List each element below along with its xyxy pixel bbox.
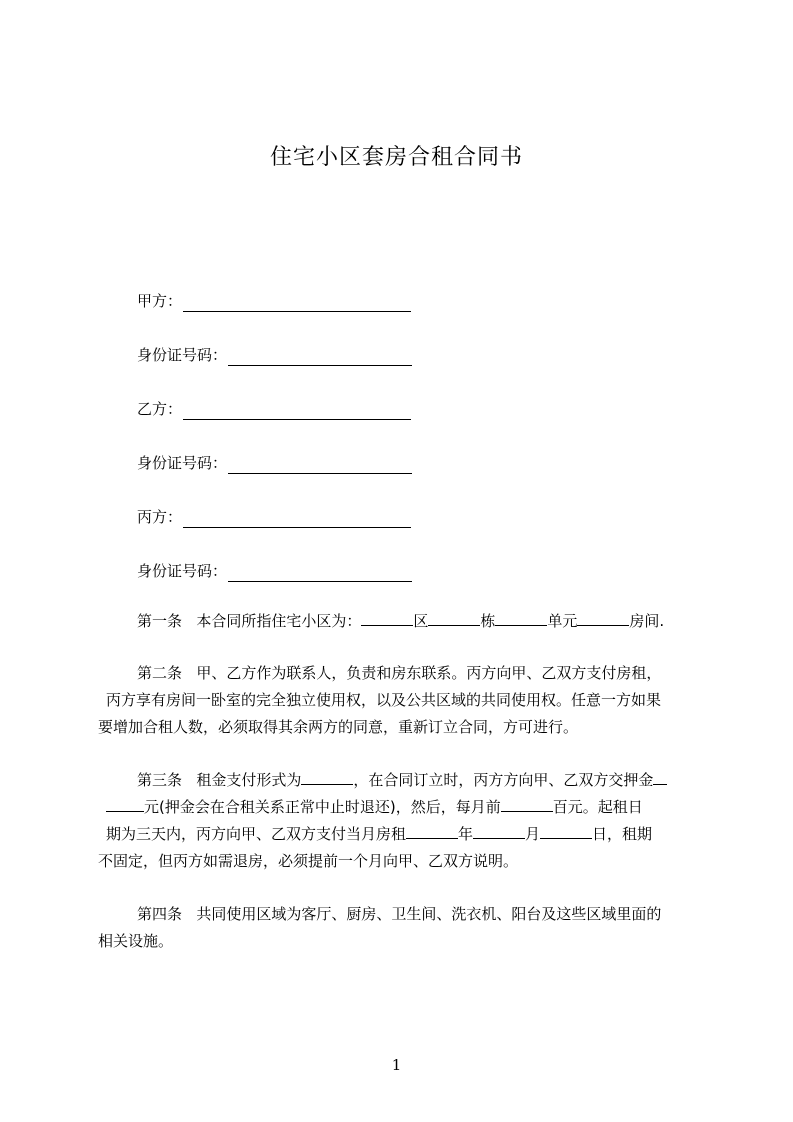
party-a-id-label: 身份证号码： (137, 346, 228, 364)
article-2-text-1: 甲、乙方作为联系人，负责和房东联系。丙方向甲、乙双方支付房租， (196, 664, 662, 682)
article-2-line-2: 丙方享有房间一卧室的完全独立使用权，以及公共区域的共同使用权。任意一方如果 (106, 691, 662, 709)
party-a-label: 甲方： (137, 292, 183, 310)
room-blank[interactable] (577, 611, 629, 626)
article-3-text-1a: 租金支付形式为 (196, 771, 302, 789)
payment-form-blank[interactable] (301, 770, 353, 785)
entrance-unit: 单元 (547, 612, 578, 630)
day-blank[interactable] (540, 824, 592, 839)
day-unit: 日，租期 (592, 825, 653, 843)
year-blank[interactable] (406, 824, 458, 839)
monthly-blank[interactable] (501, 797, 553, 812)
building-blank[interactable] (428, 611, 480, 626)
article-4 (98, 901, 702, 955)
article-4-heading: 第四条 (137, 905, 183, 923)
deposit-blank-start[interactable] (653, 770, 667, 785)
article-1-heading: 第一条 (137, 612, 183, 630)
party-c-label: 丙方： (137, 508, 183, 526)
party-a-id-blank[interactable] (228, 351, 412, 366)
article-3-text-3a: 期为三天内，丙方向甲、乙双方支付当月房租 (106, 825, 407, 843)
party-a-id-field (137, 344, 412, 366)
room-unit: 房间. (629, 612, 665, 630)
article-3-line-4: 不固定，但丙方如需退房，必须提前一个月向甲、乙双方说明。 (98, 852, 519, 870)
article-3-line-3 (98, 821, 702, 848)
article-3 (98, 767, 702, 875)
party-c-id-field (137, 560, 412, 582)
article-4-line-1 (98, 901, 702, 928)
party-b-label: 乙方： (137, 400, 183, 418)
party-c-blank[interactable] (183, 513, 411, 528)
article-3-line-1 (98, 767, 702, 794)
month-unit: 月 (525, 825, 541, 843)
article-1-text: 本合同所指住宅小区为： (196, 612, 362, 630)
article-2-line-3: 要增加合租人数，必须取得其余两方的同意，重新订立合同，方可进行。 (98, 718, 579, 736)
article-2 (98, 660, 702, 741)
page-number: 1 (391, 1056, 402, 1074)
party-a-field (137, 290, 411, 312)
article-1-line (137, 608, 707, 635)
district-blank[interactable] (361, 611, 413, 626)
entrance-blank[interactable] (495, 611, 547, 626)
party-b-id-label: 身份证号码： (137, 454, 228, 472)
article-3-heading: 第三条 (137, 771, 183, 789)
district-unit: 区 (413, 612, 429, 630)
year-unit: 年 (458, 825, 474, 843)
article-2-line-1 (98, 660, 702, 687)
building-unit: 栋 (480, 612, 496, 630)
party-b-blank[interactable] (183, 405, 411, 420)
document-title: 住宅小区套房合租合同书 (269, 145, 523, 170)
article-3-text-2b: 百元。起租日 (552, 798, 643, 816)
article-1 (137, 608, 707, 635)
deposit-blank[interactable] (106, 797, 144, 812)
party-c-id-blank[interactable] (228, 567, 412, 582)
party-b-id-blank[interactable] (228, 459, 412, 474)
article-4-text-1: 共同使用区域为客厅、厨房、卫生间、洗衣机、阳台及这些区域里面的 (196, 905, 662, 923)
party-c-field (137, 506, 411, 528)
party-b-field (137, 398, 411, 420)
article-3-line-2 (98, 794, 702, 821)
article-2-heading: 第二条 (137, 664, 183, 682)
article-4-line-2: 相关设施。 (98, 932, 174, 950)
party-a-blank[interactable] (183, 297, 411, 312)
party-c-id-label: 身份证号码： (137, 562, 228, 580)
month-blank[interactable] (473, 824, 525, 839)
article-3-text-1b: ，在合同订立时，丙方方向甲、乙双方交押金 (353, 771, 654, 789)
article-3-text-2a: 元(押金会在合租关系正常中止时退还)，然后，每月前 (144, 798, 501, 816)
party-b-id-field (137, 452, 412, 474)
